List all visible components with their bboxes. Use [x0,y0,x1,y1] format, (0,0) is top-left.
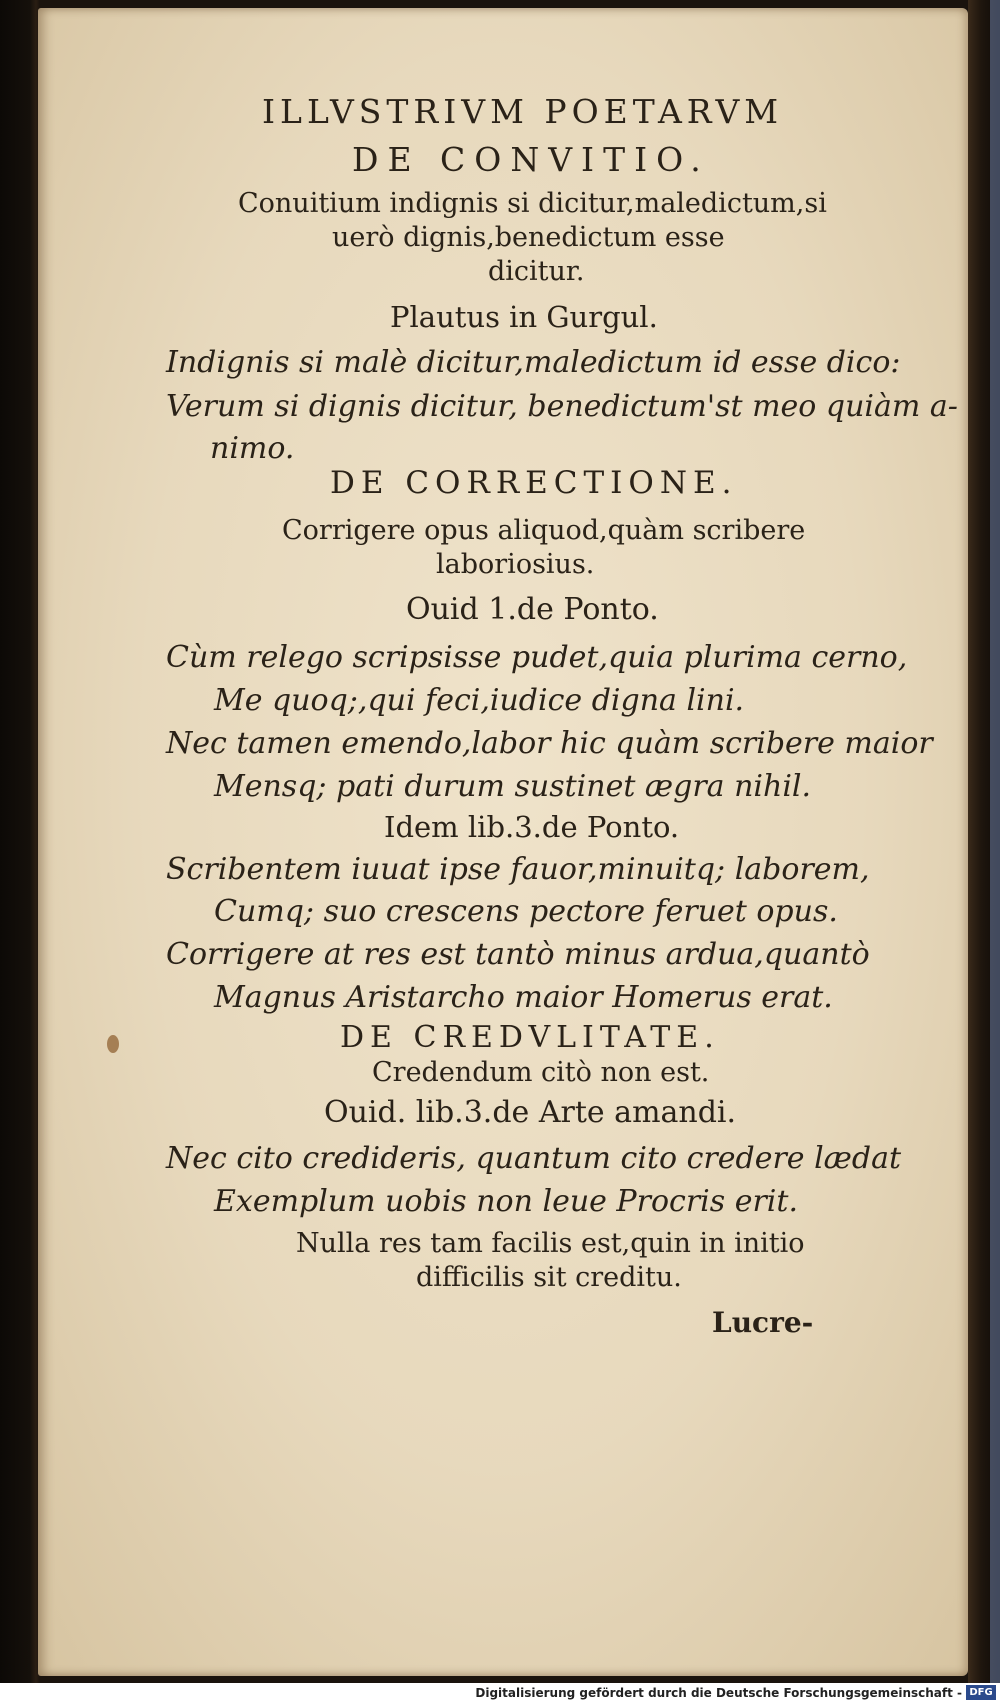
verse-line: Nec tamen emendo,labor hic quàm scribere maior [166,726,933,761]
dfg-logo: DFG [966,1685,996,1700]
heading-de-credulitate: DE CREDVLITATE. [340,1020,720,1055]
summary-line: Corrigere opus aliquod,quàm scribere [282,515,806,546]
summary-line: Conuitium indignis si dicitur,maledictum,si [238,188,827,219]
verse-line: Magnus Aristarcho maior Homerus erat. [214,980,833,1015]
verse-line: Nec cito credideris, quantum cito credere lædat [166,1141,902,1176]
verse-line: nimo. [210,431,295,466]
verse-line: Verum si dignis dicitur, benedictum'st meo quiàm a- [166,389,958,424]
summary-line: dicitur. [488,256,585,287]
verse-line: Mensq; pati durum sustinet ægra nihil. [214,769,812,804]
scan-color-strip [990,0,1000,1690]
verse-line: Indignis si malè dicitur,maledictum id esse dico: [166,345,901,380]
catchword: Lucre- [712,1306,814,1339]
verse-line: Corrigere at res est tantò minus ardua,quantò [166,937,870,972]
running-head: ILLVSTRIVM POETARVM [262,92,784,131]
source-citation: Plautus in Gurgul. [390,300,658,334]
summary-line: uerò dignis,benedictum esse [332,222,725,253]
heading-de-convitio: DE CONVITIO. [352,140,710,179]
ink-blot [107,1035,119,1053]
verse-line: Me quoq;,qui feci,iudice digna lini. [214,683,745,718]
verse-line: Scribentem iuuat ipse fauor,minuitq; laborem, [166,852,870,887]
verse-line: Cùm relego scripsisse pudet,quia plurima cerno, [166,640,908,675]
heading-de-correctione: DE CORRECTIONE. [330,465,738,501]
verse-line: Cumq; suo crescens pectore feruet opus. [214,894,838,929]
digitization-credit: Digitalisierung gefördert durch die Deutsche Forschungsgemeinschaft - [475,1686,962,1700]
summary-line: laboriosius. [436,549,595,580]
verse-line: Exemplum uobis non leue Procris erit. [214,1184,798,1219]
source-citation: Ouid. lib.3.de Arte amandi. [324,1095,737,1130]
summary-line: Credendum citò non est. [372,1057,710,1088]
summary-line: Nulla res tam facilis est,quin in initio [296,1228,805,1259]
source-citation: Ouid 1.de Ponto. [406,592,659,627]
summary-line: difficilis sit creditu. [416,1262,682,1293]
source-citation: Idem lib.3.de Ponto. [384,810,680,844]
